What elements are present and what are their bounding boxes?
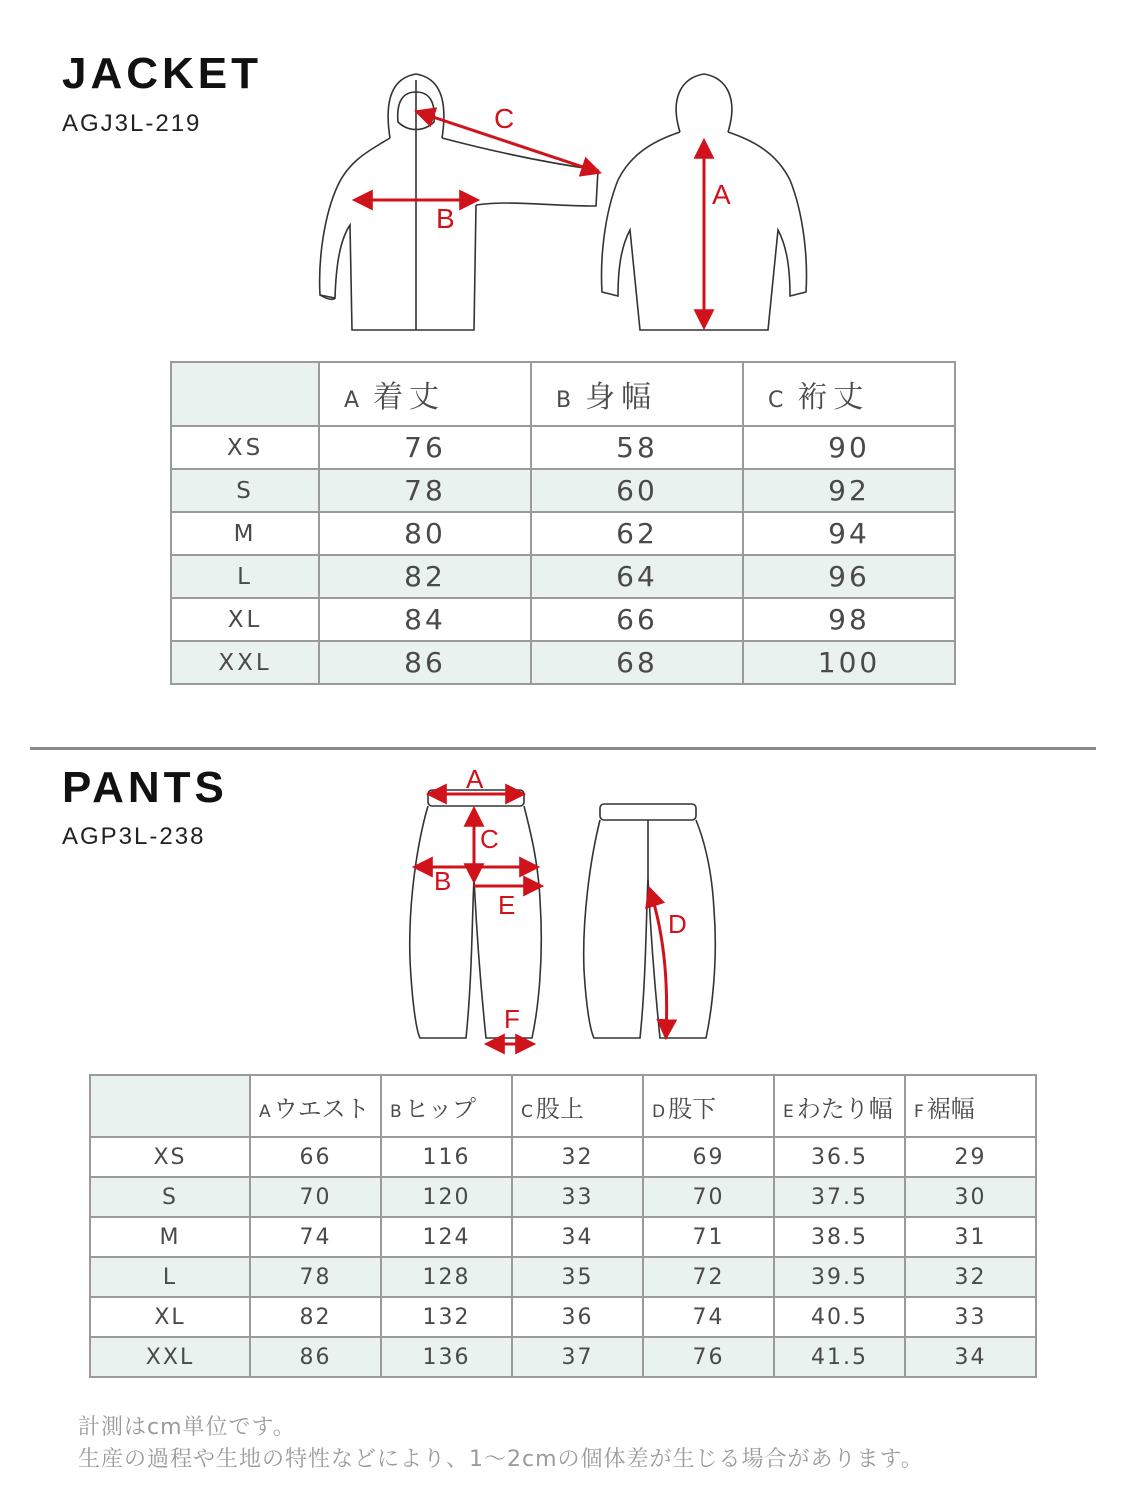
jacket-front-outline [320,74,598,330]
column-header [743,362,955,426]
table-cell: 74 [250,1217,381,1257]
pants-title: PANTS [62,763,228,812]
table-cell: 32 [512,1137,643,1177]
table-cell: 62 [531,512,743,555]
column-label: 股下 [668,1094,717,1123]
table-row [171,641,955,684]
column-letter: C [521,1101,533,1122]
table-cell: 35 [512,1257,643,1297]
column-letter: C [768,388,784,413]
table-cell: 58 [531,426,743,469]
size-label: S [171,469,319,512]
table-cell: 39.5 [774,1257,905,1297]
table-cell: 64 [531,555,743,598]
table-cell: 100 [743,641,955,684]
table-cell: 86 [250,1337,381,1377]
table-row [171,555,955,598]
table-cell: 86 [319,641,531,684]
table-cell: 69 [643,1137,774,1177]
pants-product-code: AGP3L-238 [62,823,206,850]
measure-c-label: C [480,824,499,854]
table-cell: 41.5 [774,1337,905,1377]
size-label: M [90,1217,250,1257]
size-label: XL [171,598,319,641]
column-header [381,1075,512,1137]
table-cell: 120 [381,1177,512,1217]
table-cell: 92 [743,469,955,512]
table-cell: 34 [905,1337,1036,1377]
column-label: 身幅 [585,380,658,415]
column-letter: A [259,1101,271,1122]
table-row [90,1257,1036,1297]
table-cell: 40.5 [774,1297,905,1337]
table-cell: 60 [531,469,743,512]
table-cell: 82 [250,1297,381,1337]
column-label: 股上 [535,1094,584,1123]
column-letter: F [914,1101,924,1122]
table-header-row [90,1075,1036,1137]
size-label: XXL [90,1337,250,1377]
column-label: 裾幅 [926,1094,975,1123]
table-cell: 82 [319,555,531,598]
pants-front-outline [410,790,542,1038]
jacket-product-code: AGJ3L-219 [62,110,202,137]
column-header [905,1075,1036,1137]
column-letter: B [390,1101,402,1122]
measure-b-label: B [434,866,452,896]
column-label: わたり幅 [796,1094,893,1123]
table-cell: 116 [381,1137,512,1177]
pants-diagram [400,760,730,1055]
table-cell: 29 [905,1137,1036,1177]
table-row [171,426,955,469]
column-label: 着丈 [373,380,446,415]
pants-back-outline [584,804,716,1038]
measure-a-label: A [712,179,731,210]
table-row [90,1177,1036,1217]
table-header-row [171,362,955,426]
table-cell: 94 [743,512,955,555]
column-letter: A [344,388,360,413]
table-cell: 32 [905,1257,1036,1297]
table-row [171,598,955,641]
table-cell: 37 [512,1337,643,1377]
size-label: XS [90,1137,250,1177]
table-cell: 80 [319,512,531,555]
table-cell: 76 [643,1337,774,1377]
table-row [90,1337,1036,1377]
size-label: XL [90,1297,250,1337]
measurement-note: 計測はcm単位です。 [78,1415,296,1440]
table-cell: 66 [250,1137,381,1177]
jacket-diagram [300,60,820,340]
table-cell: 36 [512,1297,643,1337]
jacket-title: JACKET [62,49,263,98]
table-cell: 36.5 [774,1137,905,1177]
measure-e-label: E [498,890,516,920]
column-header [250,1075,381,1137]
column-label: ヒップ [404,1094,476,1123]
column-label: ウエスト [273,1094,370,1123]
table-cell: 68 [531,641,743,684]
column-letter: B [556,388,572,413]
table-row [171,512,955,555]
table-row [171,469,955,512]
table-row [90,1217,1036,1257]
table-cell: 84 [319,598,531,641]
column-header [774,1075,905,1137]
table-cell: 30 [905,1177,1036,1217]
variance-note: 生産の過程や生地の特性などにより、1～2cmの個体差が生じる場合があります。 [78,1447,924,1472]
table-cell: 74 [643,1297,774,1337]
table-cell: 96 [743,555,955,598]
jacket-size-table [170,361,956,685]
measure-b-label: B [436,203,455,234]
size-label: S [90,1177,250,1217]
column-letter: E [783,1101,794,1122]
table-cell: 124 [381,1217,512,1257]
table-row [90,1297,1036,1337]
table-cell: 38.5 [774,1217,905,1257]
column-letter: D [652,1101,666,1122]
measure-c-label: C [494,103,515,134]
table-cell: 71 [643,1217,774,1257]
table-corner-cell [171,362,319,426]
size-label: L [171,555,319,598]
table-cell: 136 [381,1337,512,1377]
table-cell: 33 [512,1177,643,1217]
table-cell: 66 [531,598,743,641]
column-label: 裄丈 [797,380,870,415]
size-label: L [90,1257,250,1297]
table-cell: 72 [643,1257,774,1297]
table-cell: 70 [643,1177,774,1217]
table-row [90,1137,1036,1177]
measure-a-label: A [466,764,484,794]
table-cell: 128 [381,1257,512,1297]
table-cell: 98 [743,598,955,641]
measure-d-label: D [668,909,687,939]
pants-size-table [89,1074,1037,1378]
size-label: XXL [171,641,319,684]
table-cell: 90 [743,426,955,469]
column-header [319,362,531,426]
column-header [531,362,743,426]
column-header [512,1075,643,1137]
size-label: M [171,512,319,555]
table-cell: 33 [905,1297,1036,1337]
table-cell: 34 [512,1217,643,1257]
table-cell: 37.5 [774,1177,905,1217]
size-label: XS [171,426,319,469]
table-cell: 78 [250,1257,381,1297]
table-cell: 132 [381,1297,512,1337]
table-cell: 76 [319,426,531,469]
table-cell: 70 [250,1177,381,1217]
column-header [643,1075,774,1137]
table-cell: 31 [905,1217,1036,1257]
table-cell: 78 [319,469,531,512]
section-divider [30,747,1096,750]
measure-f-label: F [504,1004,520,1034]
table-corner-cell [90,1075,250,1137]
